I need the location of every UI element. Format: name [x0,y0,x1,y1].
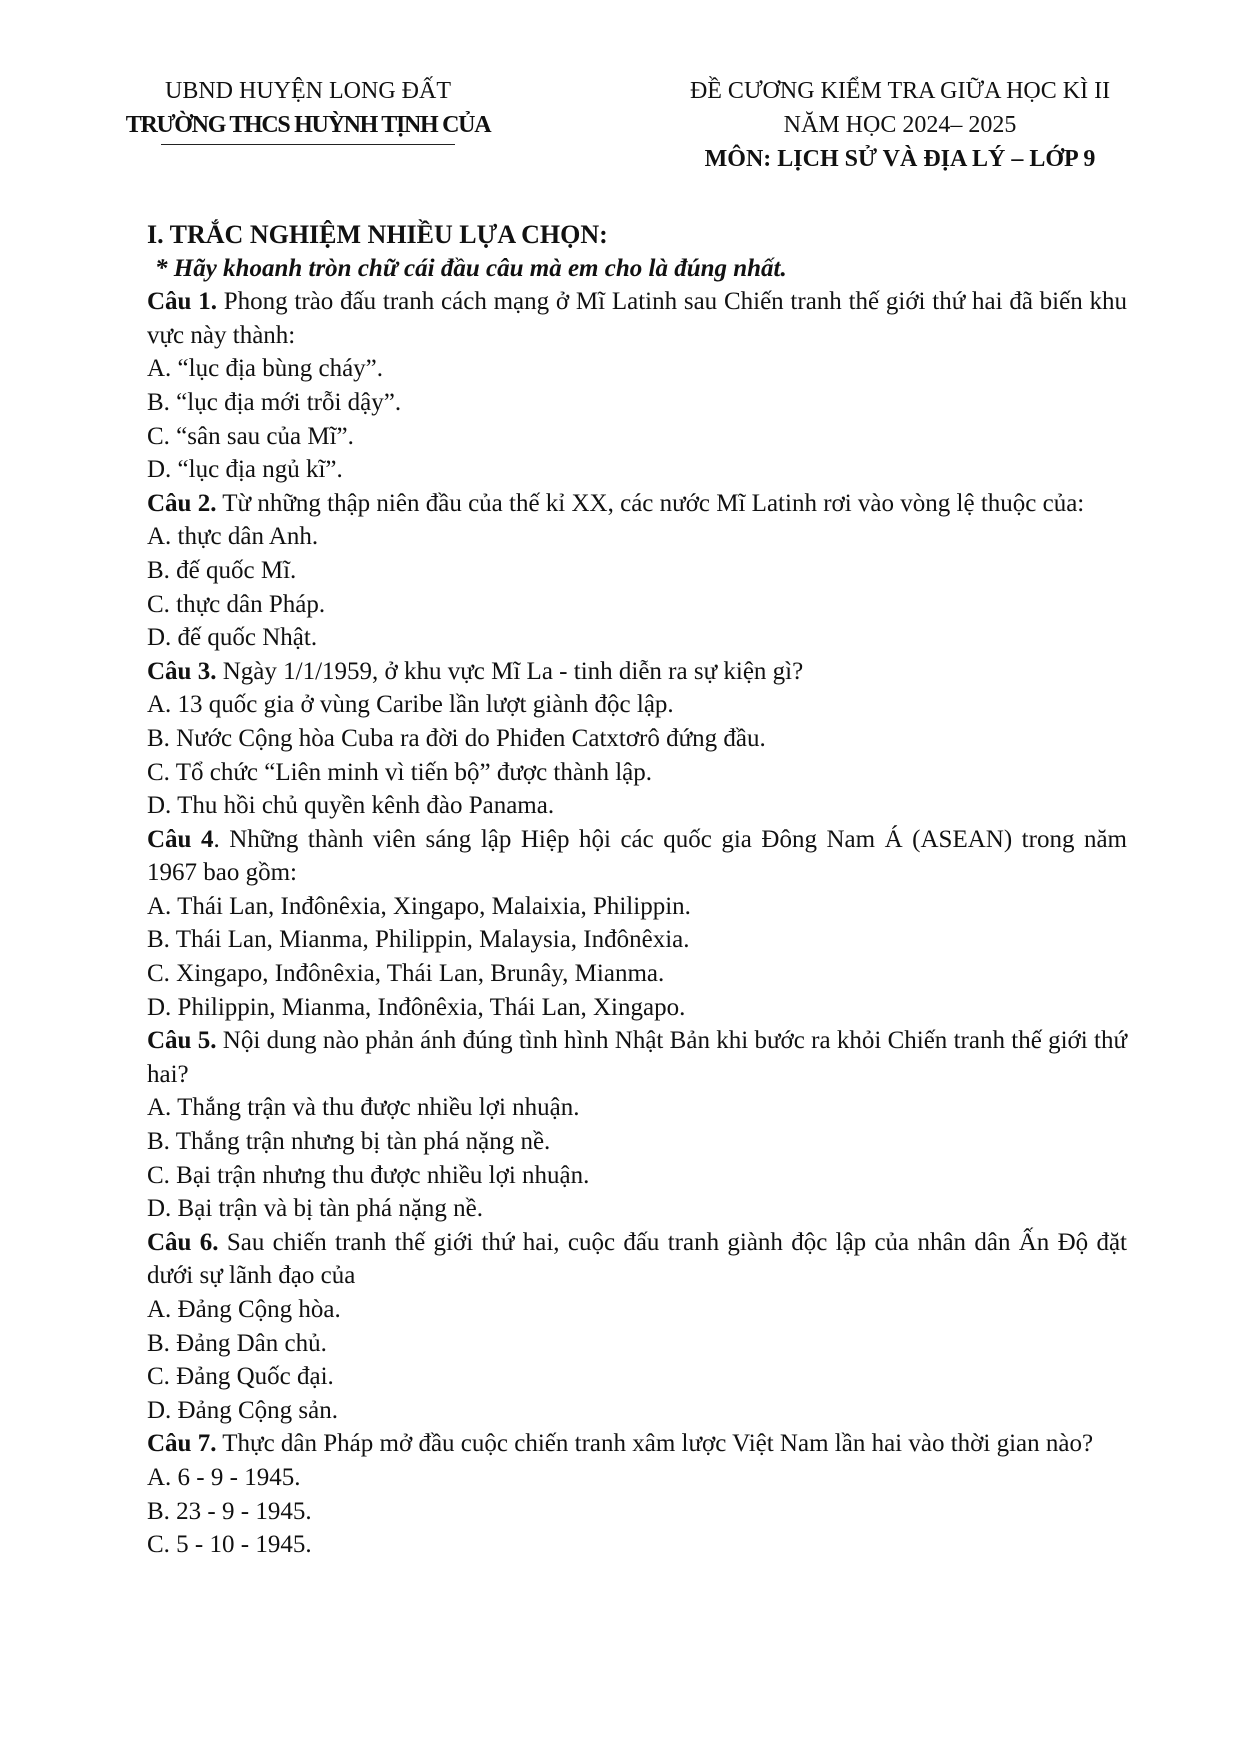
header-right [640,74,1160,176]
option: B. Thắng trận nhưng bị tàn phá nặng nề. [147,1128,551,1156]
question-stem [147,823,1127,890]
option: A. Thái Lan, Inđônêxia, Xingapo, Malaixia, Philippin. [147,892,691,920]
question-number: Câu 7. [147,1430,217,1458]
section-instruction: * Hãy khoanh tròn chữ cái đầu câu mà em cho là đúng nhất. [155,254,787,282]
option: B. Nước Cộng hòa Cuba ra đời do Phiđen Catxtơrô đứng đầu. [147,724,766,752]
option: C. thực dân Pháp. [147,590,326,618]
question-2 [147,487,1127,655]
question-stem [147,1427,1127,1461]
header-underline [161,144,455,145]
school-name: TRƯỜNG THCS HUỲNH TỊNH CỦA [125,112,491,138]
question-6 [147,1226,1127,1428]
question-1 [147,285,1127,487]
option: B. Thái Lan, Mianma, Philippin, Malaysia, Inđônêxia. [147,926,690,954]
option: D. đế quốc Nhật. [147,624,318,652]
question-text: Nội dung nào phản ánh đúng tình hình Nhật Bản khi bước ra khỏi Chiến tranh thế giới thứ hai? [147,1027,1128,1088]
question-stem [147,655,1127,689]
option: A. Đảng Cộng hòa. [147,1296,341,1323]
district-committee: UBND HUYỆN LONG ĐẤT [165,78,451,104]
document-body [147,218,1127,1562]
question-stem [147,285,1127,352]
option: B. “lục địa mới trỗi dậy”. [147,388,402,416]
question-text: Sau chiến tranh thế giới thứ hai, cuộc đấu tranh giành độc lập của nhân dân Ấn Độ đặt dưới sự lãnh đạo của [147,1228,1127,1290]
document-title: ĐỀ CƯƠNG KIỂM TRA GIỮA HỌC KÌ II [689,78,1111,104]
option: B. đế quốc Mĩ. [147,556,297,584]
section-title: I. TRẮC NGHIỆM NHIỀU LỰA CHỌN: [147,220,608,249]
question-text: Từ những thập niên đầu của thế kỉ XX, các nước Mĩ Latinh rơi vào vòng lệ thuộc của: [216,489,1085,517]
question-5 [147,1024,1127,1226]
question-number: Câu 1. [147,288,217,316]
option: C. Tổ chức “Liên minh vì tiến bộ” được thành lập. [147,758,653,786]
question-text: Ngày 1/1/1959, ở khu vực Mĩ La - tinh diễn ra sự kiện gì? [216,657,804,685]
question-text: Thực dân Pháp mở đầu cuộc chiến tranh xâm lược Việt Nam lần hai vào thời gian nào? [216,1430,1094,1458]
question-4 [147,823,1127,1025]
option: C. 5 - 10 - 1945. [147,1531,312,1559]
question-3 [147,655,1127,823]
option: D. Đảng Cộng sản. [147,1396,338,1424]
question-number: Câu 3. [147,657,217,685]
question-stem [147,1226,1127,1293]
option: D. Bại trận và bị tàn phá nặng nề. [147,1195,484,1223]
question-number: Câu 6. [147,1228,219,1256]
option: A. 6 - 9 - 1945. [147,1463,301,1491]
option: D. “lục địa ngủ kĩ”. [147,456,343,484]
option: C. Bại trận nhưng thu được nhiều lợi nhuận. [147,1161,590,1189]
subject-line: MÔN: LỊCH SỬ VÀ ĐỊA LÝ – LỚP 9 [704,146,1096,172]
option: C. Xingapo, Inđônêxia, Thái Lan, Brunây, Mianma. [147,960,665,988]
option: C. “sân sau của Mĩ”. [147,422,354,450]
header-left [88,74,528,145]
question-stem [147,1024,1127,1091]
question-stem [147,487,1127,521]
school-year: NĂM HỌC 2024– 2025 [783,112,1017,138]
question-number: Câu 2. [147,489,217,517]
option: A. “lục địa bùng cháy”. [147,355,384,383]
option: A. 13 quốc gia ở vùng Caribe lần lượt giành độc lập. [147,691,674,719]
question-text: . Những thành viên sáng lập Hiệp hội các quốc gia Đông Nam Á (ASEAN) trong năm 1967 bao gồm: [147,825,1127,887]
option: A. thực dân Anh. [147,523,319,551]
question-7 [147,1427,1127,1561]
option: B. 23 - 9 - 1945. [147,1497,312,1525]
option: D. Philippin, Mianma, Inđônêxia, Thái Lan, Xingapo. [147,993,686,1021]
option: C. Đảng Quốc đại. [147,1363,334,1391]
question-number: Câu 4 [147,825,214,853]
option: A. Thắng trận và thu được nhiều lợi nhuận. [147,1094,580,1122]
option: B. Đảng Dân chủ. [147,1329,327,1357]
question-text: Phong trào đấu tranh cách mạng ở Mĩ Latinh sau Chiến tranh thế giới thứ hai đã biến khu vực này thành: [147,288,1127,349]
option: D. Thu hồi chủ quyền kênh đào Panama. [147,792,555,820]
question-number: Câu 5. [147,1027,217,1055]
